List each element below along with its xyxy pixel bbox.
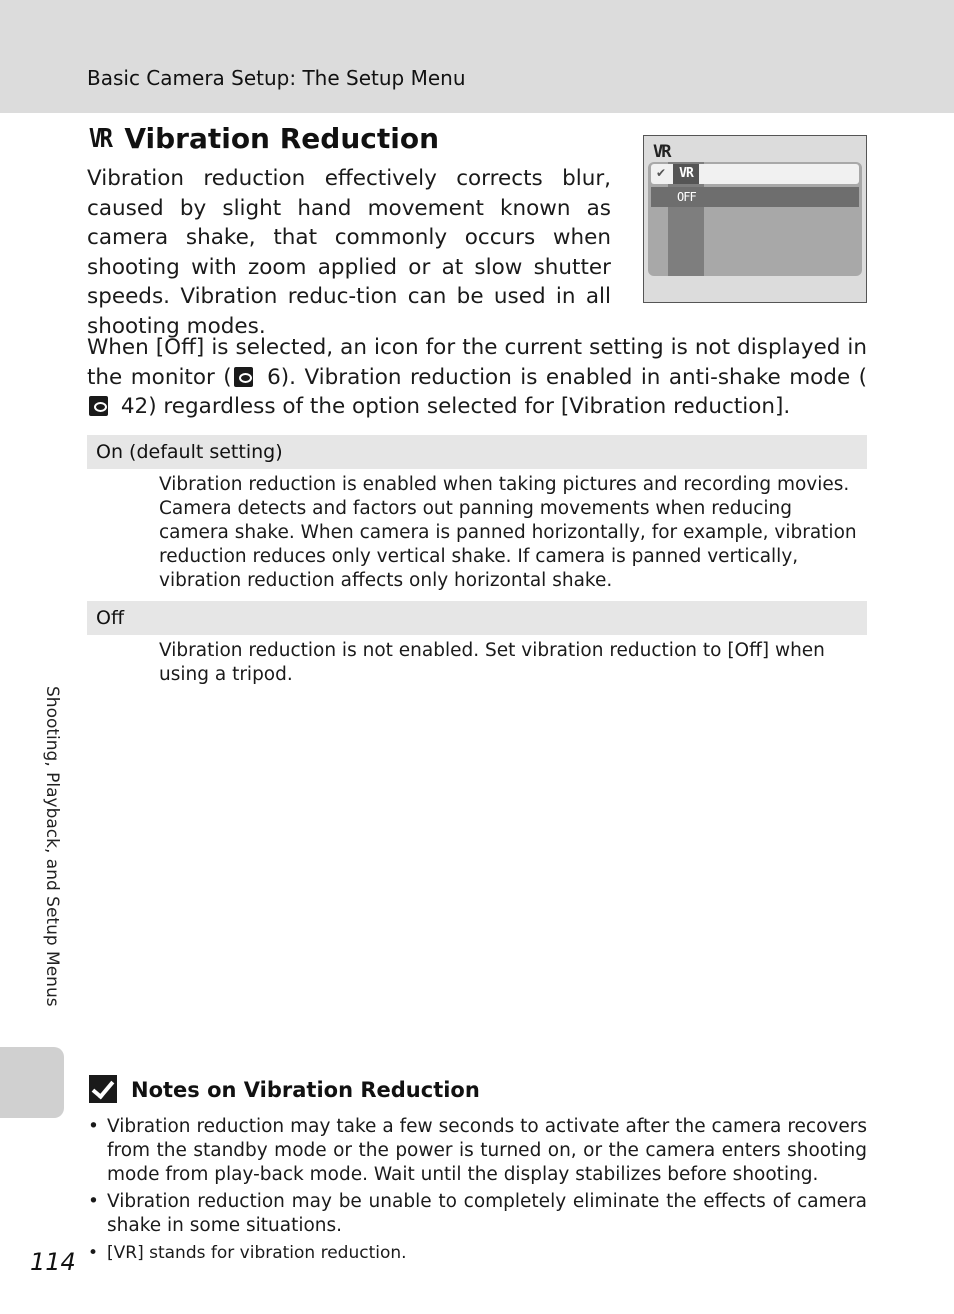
list-item: • [VR] stands for vibration reduction. (87, 1241, 867, 1265)
page-number: 114 (30, 1248, 76, 1276)
checkmark-note-icon (89, 1075, 117, 1103)
second-paragraph (87, 333, 867, 422)
page-title (87, 122, 439, 155)
screen-menu-label: VR (653, 142, 670, 162)
option-description-on: Vibration reduction is enabled when taking pictures and recording movies. Camera detects and factors out panning movements when reducing camera shake. When camera is panned horizontally, for example, vibration reduction reduces only vertical shake. If camera is panned vertically, vibration reduction affects only horizontal shake. (159, 474, 857, 591)
list-item: • Vibration reduction may take a few seconds to activate after the camera recovers from the standby mode or the power is turned on, or the camera enters shooting mode from play-back mode. Wait until the display stabilizes before shooting. (87, 1115, 867, 1187)
camera-monitor-illustration (643, 135, 867, 303)
para2-part-a: When [Off] is selected, an icon for the current setting is not displayed in the monitor ( (87, 335, 867, 390)
sidebar-tab (0, 1047, 64, 1118)
section-title: Vibration Reduction (124, 122, 440, 155)
para2-part-b: 6). Vibration reduction is enabled in anti-shake mode ( (258, 364, 867, 390)
para2-part-c: 42) regardless of the option selected for [Vibration reduction]. (114, 394, 791, 419)
screen-menu-panel (648, 162, 862, 276)
notes-title: Notes on Vibration Reduction (131, 1078, 480, 1102)
option-header-off: Off (87, 601, 867, 635)
screen-option-on: VR (673, 164, 699, 184)
vr-icon: VR (88, 123, 111, 154)
sidebar-section-label: Shooting, Playback, and Setup Menus (42, 686, 62, 1007)
header-title: Basic Camera Setup: The Setup Menu (87, 66, 466, 90)
screen-option-off: OFF (677, 190, 696, 204)
intro-paragraph: Vibration reduction effectively corrects blur, caused by slight hand movement known as camera shake, that commonly occurs when shooting with zoom applied or at slow shutter speeds. Vibration reduc-tion can be used in all shooting modes. (87, 166, 611, 339)
checkmark-icon: ✔ (656, 166, 667, 180)
option-description-off: Vibration reduction is not enabled. Set vibration reduction to [Off] when using a tripod. (159, 640, 825, 685)
screen-option-row-on (651, 164, 859, 184)
notes-list (87, 1115, 867, 1268)
list-item: • Vibration reduction may be unable to completely eliminate the effects of camera shake in some situations. (87, 1190, 867, 1238)
header-band (0, 0, 954, 113)
option-header-on: On (default setting) (87, 435, 867, 469)
screen-option-row-off (651, 187, 859, 207)
page-reference-icon (234, 367, 253, 387)
page-reference-icon (89, 396, 108, 416)
